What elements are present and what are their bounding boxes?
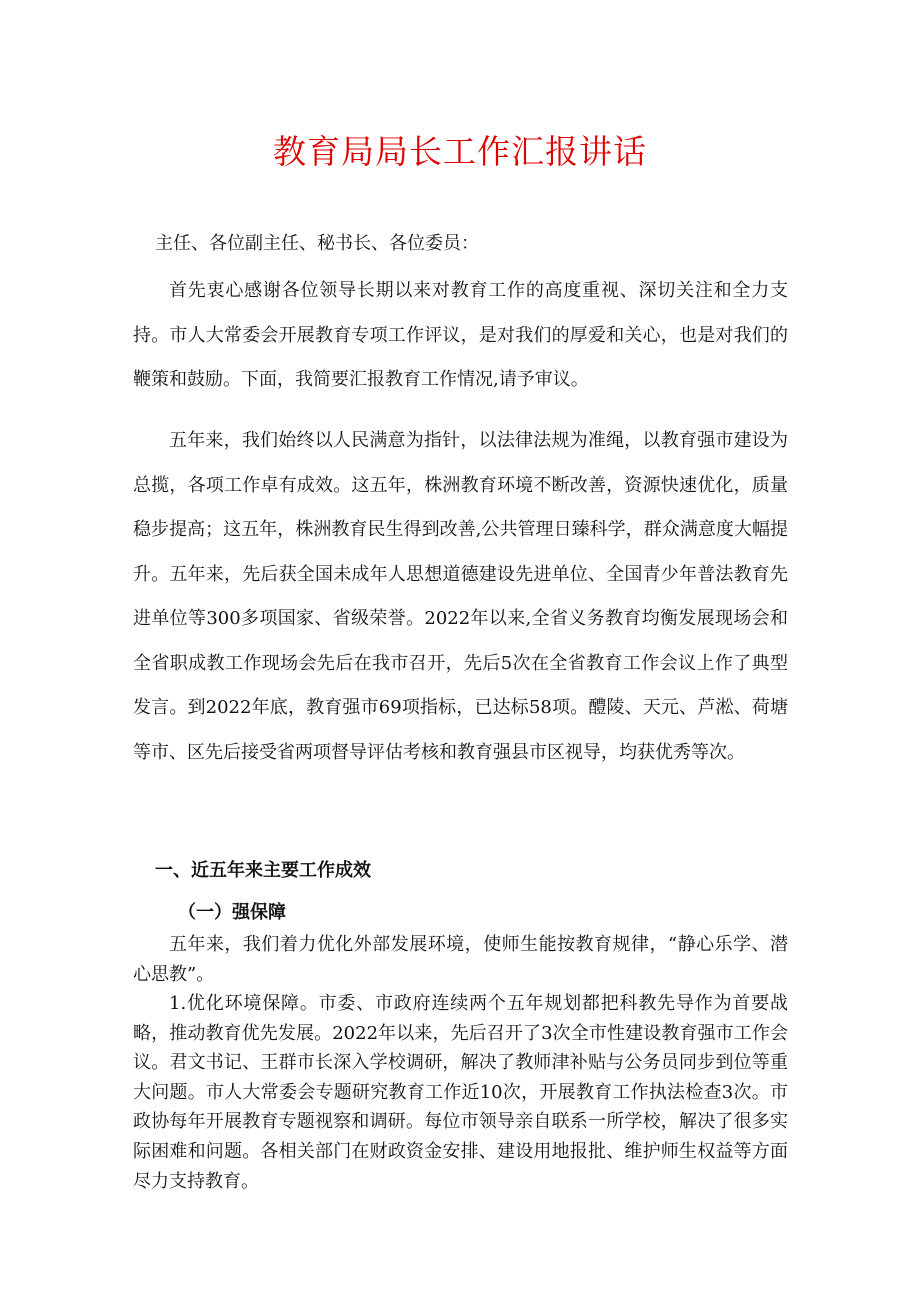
paragraph-environment-guarantee: 1.优化环境保障。市委、市政府连续两个五年规划都把科教先导作为首要战略，推动教育优先发展。2022年以来，先后召开了3次全市性建设教育强市工作会议。君文书记、王群市长深入学校调研，解决了教师津补贴与公务员同步到位等重大问题。市人大常委会专题研究教育工作近10次，开展教育工作执法检查3次。市政协每年开展教育专题视察和调研。每位市领导亲自联系一所学校，解决了很多实际困难和问题。各相关部门在财政资金安排、建设用地报批、维护师生权益等方面尽力支持教育。 xyxy=(133,993,788,1192)
section-heading: 一、近五年来主要工作成效 xyxy=(155,860,371,881)
paragraph-environment-intro: 五年来，我们着力优化外部发展环境，使师生能按教育规律，“静心乐学、潜心思教”。 xyxy=(133,934,788,985)
paragraph-thanks: 首先衷心感谢各位领导长期以来对教育工作的高度重视、深切关注和全力支持。市人大常委会开展教育专项工作评议，是对我们的厚爱和关心，也是对我们的鞭策和鼓励。下面，我简要汇报教育工作情况,请予审议。 xyxy=(133,280,788,390)
paragraph-five-years: 五年来，我们始终以人民满意为指针，以法律法规为准绳，以教育强市建设为总揽，各项工作卓有成效。这五年，株洲教育环境不断改善，资源快速优化，质量稳步提高；这五年，株洲教育民生得到改善,公共管理日臻科学，群众满意度大幅提升。五年来，先后获全国未成年人思想道德建设先进单位、全国青少年普法教育先进单位等300多项国家、省级荣誉。2022年以来,全省义务教育均衡发展现场会和全省职成教工作现场会先后在我市召开，先后5次在全省教育工作会议上作了典型发言。到2022年底，教育强市69项指标，已达标58项。醴陵、天元、芦淞、荷塘等市、区先后接受省两项督导评估考核和教育强县市区视导，均获优秀等次。 xyxy=(133,430,788,763)
document-title: 教育局局长工作汇报讲话 xyxy=(273,132,647,171)
subsection-heading: （一）强保障 xyxy=(178,902,286,923)
salutation: 主任、各位副主任、秘书长、各位委员： xyxy=(155,233,479,254)
